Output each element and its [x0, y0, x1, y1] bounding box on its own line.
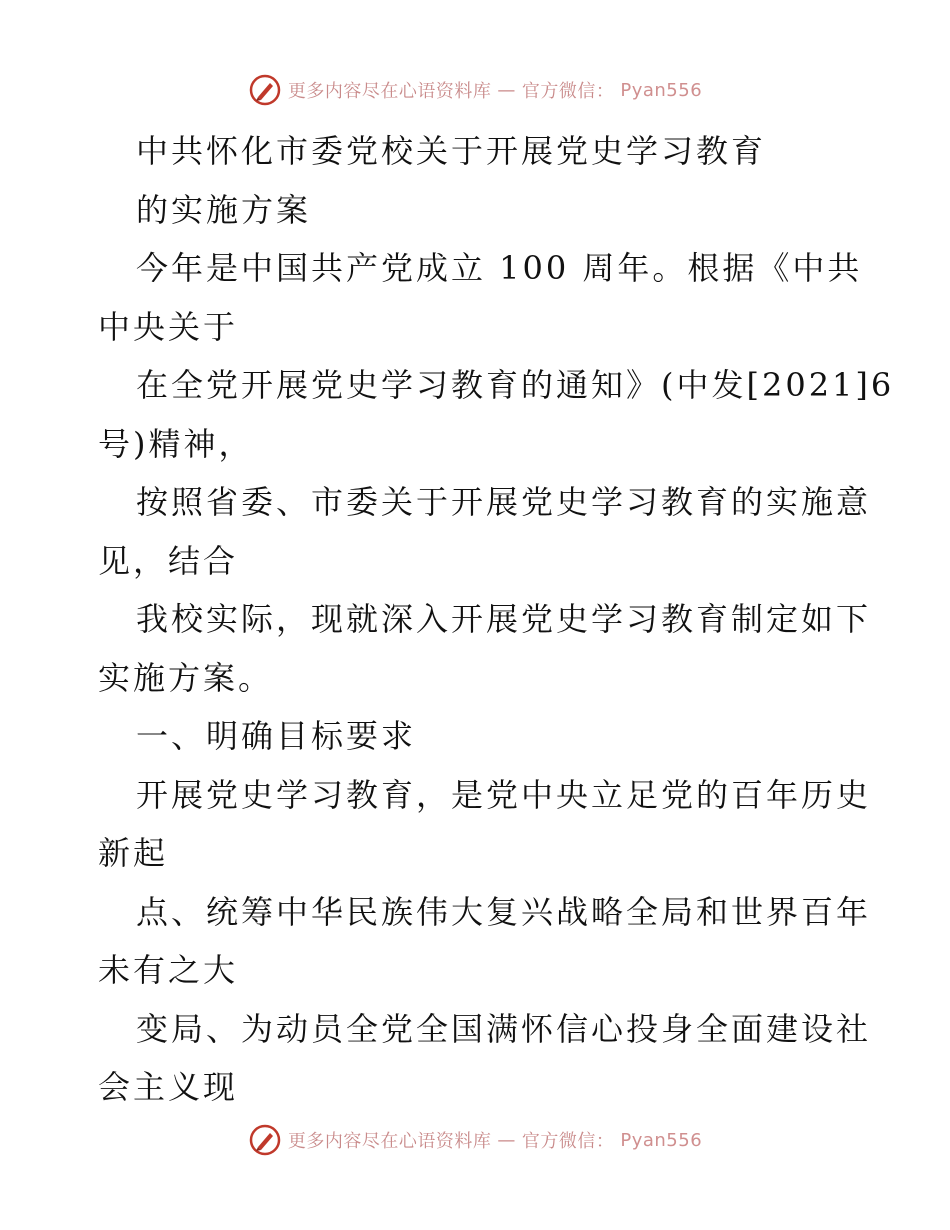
document-line: 号)精神， — [98, 424, 254, 463]
watermark-footer — [0, 1120, 950, 1160]
watermark-text: 更多内容尽在心语资料库 — [287, 1131, 492, 1152]
watermark-wechat-id: Pyan556 — [620, 79, 703, 101]
section-heading: 一、明确目标要求 — [136, 717, 417, 755]
document-line: 点、统筹中华民族伟大复兴战略全局和世界百年 — [136, 892, 872, 931]
watermark-wechat-label: 官方微信： — [521, 81, 615, 102]
document-line: 新起 — [98, 834, 169, 872]
document-line: 变局、为动员全党全国满怀信心投身全面建设社 — [136, 1009, 872, 1048]
document-line: 中央关于 — [98, 307, 239, 346]
document-line: 我校实际，现就深入开展党史学习教育制定如下 — [136, 600, 872, 638]
document-line: 今年是中国共产党成立 100 周年。根据《中共 — [136, 249, 863, 287]
watermark-header — [0, 70, 950, 110]
document-body — [98, 122, 895, 1117]
document-line: 按照省委、市委关于开展党史学习教育的实施意 — [136, 483, 872, 521]
document-line: 中共怀化市委党校关于开展党史学习教育 — [136, 132, 767, 170]
document-line: 实施方案。 — [98, 658, 274, 697]
document-line: 会主义现 — [98, 1068, 239, 1106]
document-line: 见，结合 — [98, 541, 239, 580]
watermark-text: 更多内容尽在心语资料库 — [287, 81, 492, 102]
watermark-wechat-label: 官方微信： — [521, 1131, 615, 1152]
pen-logo-icon — [248, 1123, 282, 1157]
document-line: 的实施方案 — [136, 190, 312, 229]
pen-logo-icon — [248, 73, 282, 107]
watermark-separator: — — [497, 1129, 516, 1151]
document-line: 未有之大 — [98, 951, 239, 989]
watermark-wechat-id: Pyan556 — [620, 1129, 703, 1151]
watermark-separator: — — [497, 79, 516, 101]
document-line: 在全党开展党史学习教育的通知》(中发[2021]6 — [136, 366, 895, 404]
document-line: 开展党史学习教育，是党中央立足党的百年历史 — [136, 775, 872, 814]
